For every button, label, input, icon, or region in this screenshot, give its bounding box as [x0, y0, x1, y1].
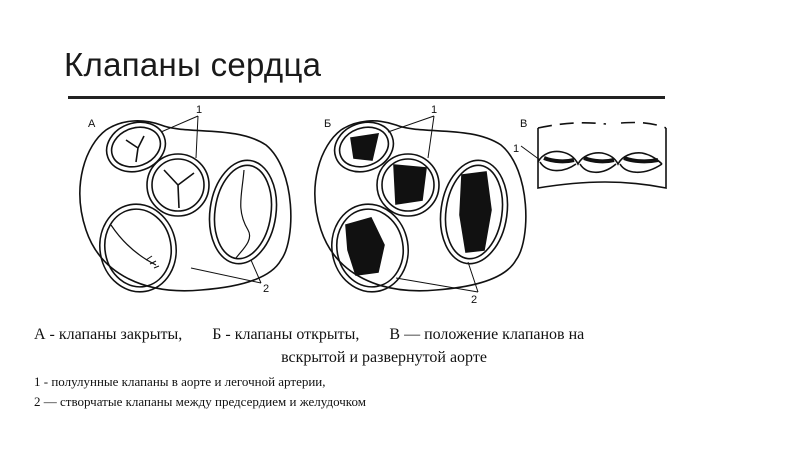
panel-b-mitral-valve: [325, 198, 415, 298]
panel-v-opened-aorta: [538, 123, 666, 188]
heart-valves-illustration: [66, 100, 686, 315]
slide-title: Клапаны сердца: [64, 46, 322, 83]
panel-b-tricuspid-valve: [434, 156, 514, 268]
panel-b-outline: [315, 121, 526, 291]
panel-b-aortic-valve: [377, 154, 439, 216]
caption-part-v: В — положение клапанов на: [389, 326, 585, 343]
panel-a-pulmonary-valve: [100, 114, 173, 180]
panel-b-marker-2: 2: [471, 294, 478, 306]
panel-a-marker-2: 2: [263, 283, 270, 295]
caption-part-b: Б - клапаны открыты,: [212, 326, 360, 343]
panel-v-marker-1: 1: [513, 143, 520, 155]
note-atrioventricular: 2 — створчатые клапаны между предсердием и желудочком: [34, 394, 366, 409]
caption-part-a: А - клапаны закрыты,: [34, 326, 183, 343]
caption-line-1: [34, 326, 734, 344]
panel-b-pulmonary-valve: [328, 114, 401, 180]
caption-line-2: вскрытой и развернутой аорте: [281, 349, 487, 366]
panel-b-label: Б: [324, 118, 332, 130]
panel-a-label: А: [88, 118, 96, 130]
panel-v-label: В: [520, 118, 528, 130]
panel-a-aortic-valve: [147, 154, 209, 216]
title-divider: [68, 96, 665, 99]
panel-a-tricuspid-valve: [203, 156, 283, 268]
note-semilunar: 1 - полулунные клапаны в аорте и легочной артерии,: [34, 374, 326, 389]
panel-b-marker-1: 1: [431, 104, 438, 116]
panel-a-marker-1: 1: [196, 104, 203, 116]
